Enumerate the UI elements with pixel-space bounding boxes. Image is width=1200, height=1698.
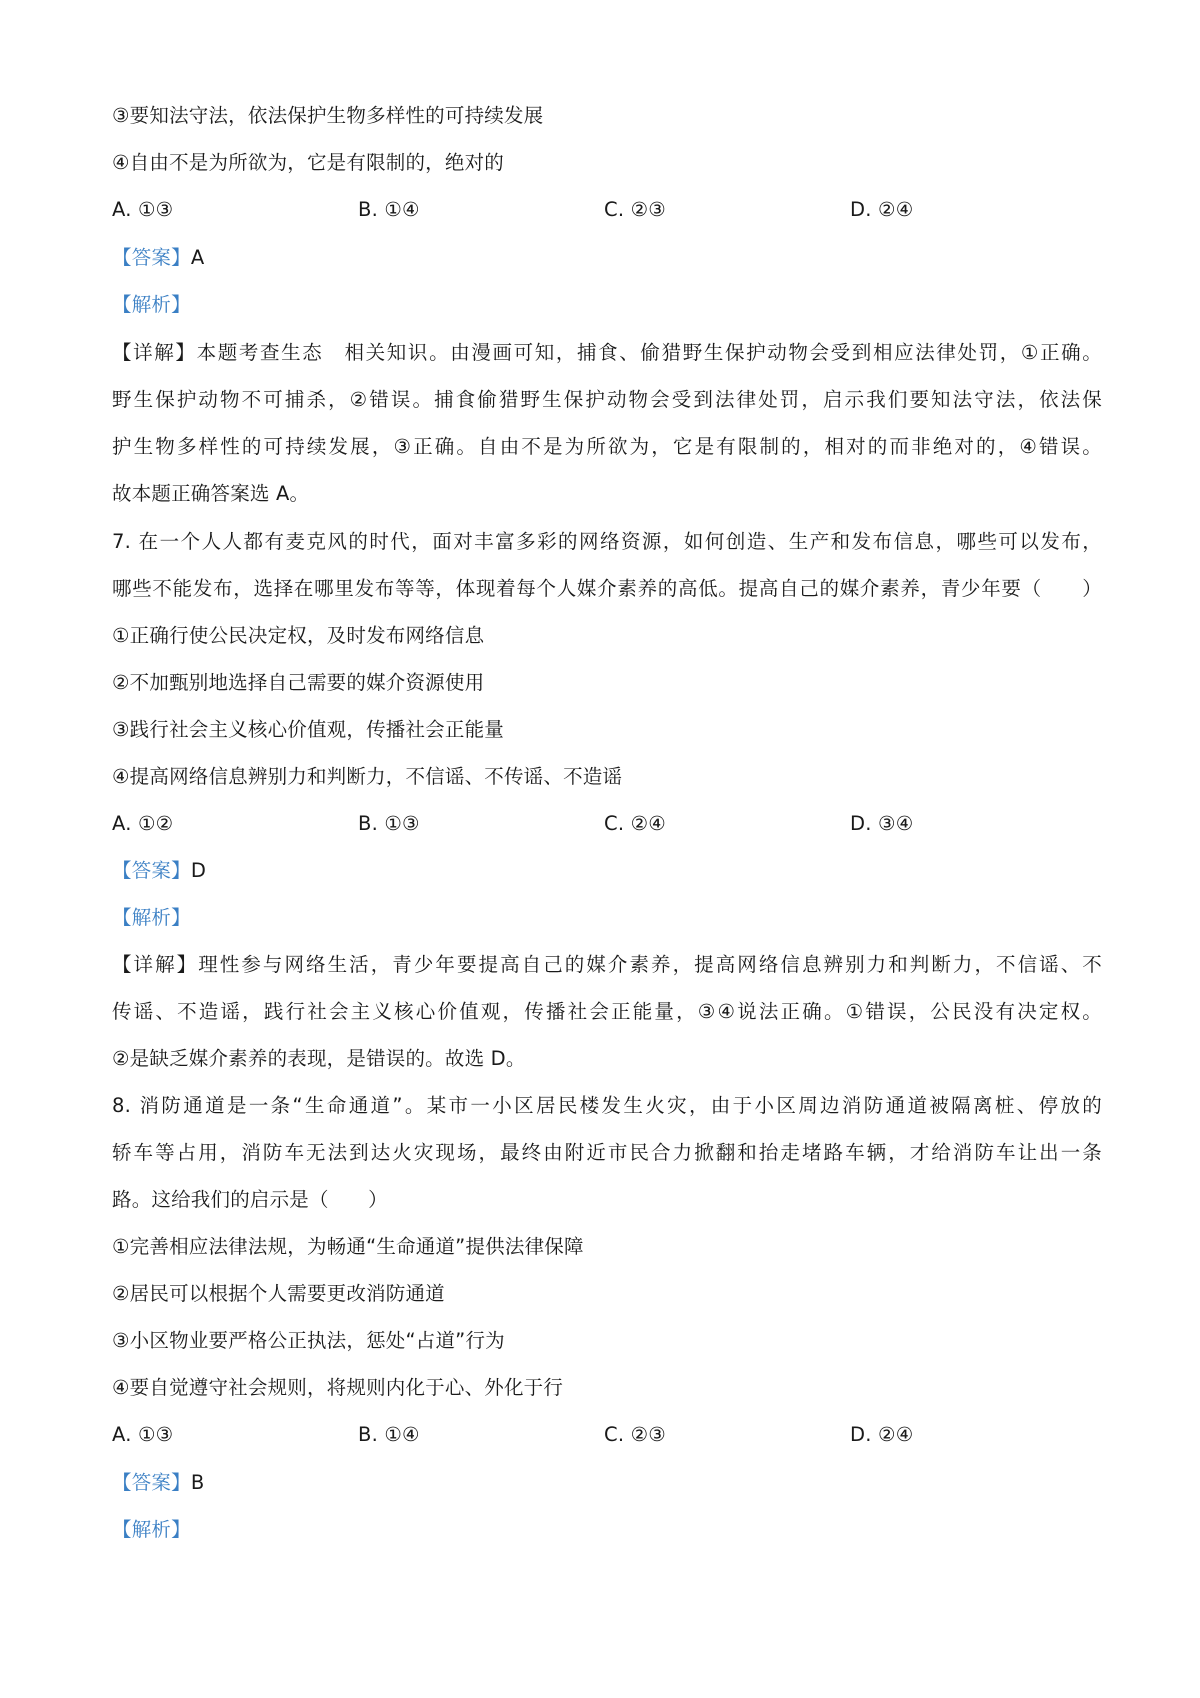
q6-detail-line-3: 护生物多样性的可持续发展，③正确。自由不是为所欲为，它是有限制的，相对的而非绝对的，④错误。 [112,435,1102,458]
analysis-tag: 【解析】 [112,293,191,316]
q6-detail-line-2: 野生保护动物不可捕杀，②错误。捕食偷猎野生保护动物会受到法律处罚，启示我们要知法守法，依法保 [112,388,1102,411]
q8-statement-4: ④要自觉遵守社会规则，将规则内化于心、外化于行 [112,1376,564,1399]
q6-option-b: B. ①④ [358,198,420,221]
q6-option-d: D. ②④ [850,198,914,221]
answer-tag: 【答案】 [112,246,191,269]
detail-tag: 【详解】 [112,953,199,976]
q8-option-a: A. ①③ [112,1423,174,1446]
q8-option-c: C. ②③ [604,1423,666,1446]
detail-tag: 【详解】 [112,341,197,364]
q6-detail-line-1: 【详解】本题考查生态 相关知识。由漫画可知，捕食、偷猎野生保护动物会受到相应法律处罚，①正确。 [112,341,1102,364]
answer-tag: 【答案】 [112,1471,191,1494]
q8-stem-line-2: 轿车等占用，消防车无法到达火灾现场，最终由附近市民合力掀翻和抬走堵路车辆，才给消防车让出一条 [112,1141,1102,1164]
q7-detail-line-1: 【详解】理性参与网络生活，青少年要提高自己的媒介素养，提高网络信息辨别力和判断力，不信谣、不 [112,953,1102,976]
analysis-tag: 【解析】 [112,906,191,929]
q6-analysis [112,293,191,317]
q8-statement-1: ①完善相应法律法规，为畅通“生命通道”提供法律保障 [112,1235,584,1258]
q6-detail-line-4: 故本题正确答案选 A。 [112,482,310,505]
answer-value: B [190,1471,205,1494]
q7-option-b: B. ①③ [358,812,420,835]
q8-answer [112,1471,204,1495]
q7-statement-2: ②不加甄别地选择自己需要的媒介资源使用 [112,671,485,694]
q6-options [112,198,1112,222]
q8-stem-line-1: 8. 消防通道是一条“生命通道”。某市一小区居民楼发生火灾，由于小区周边消防通道被隔离桩、停放的 [112,1094,1102,1117]
analysis-tag: 【解析】 [112,1518,191,1541]
q6-answer [112,246,204,270]
q6-option-a: A. ①③ [112,198,174,221]
q8-option-d: D. ②④ [850,1423,914,1446]
answer-tag: 【答案】 [112,859,191,882]
q8-statement-2: ②居民可以根据个人需要更改消防通道 [112,1282,445,1305]
q7-statement-1: ①正确行使公民决定权，及时发布网络信息 [112,624,485,647]
q7-option-d: D. ③④ [850,812,914,835]
q8-stem-line-3: 路。这给我们的启示是（ ） [112,1188,388,1211]
q7-stem-line-1: 7. 在一个人人都有麦克风的时代，面对丰富多彩的网络资源，如何创造、生产和发布信息，哪些可以发布， [112,530,1102,553]
q7-detail-line-3: ②是缺乏媒介素养的表现，是错误的。故选 D。 [112,1047,526,1070]
q7-option-a: A. ①② [112,812,174,835]
q7-options [112,812,1112,836]
q8-option-b: B. ①④ [358,1423,420,1446]
q6-option-c: C. ②③ [604,198,666,221]
q7-stem-line-2: 哪些不能发布，选择在哪里发布等等，体现着每个人媒介素养的高低。提高自己的媒介素养，青少年要（ ） [112,577,1102,600]
q6-statement-3: ③要知法守法，依法保护生物多样性的可持续发展 [112,104,544,127]
q7-detail-line-2: 传谣、不造谣，践行社会主义核心价值观，传播社会正能量，③④说法正确。①错误，公民没有决定权。 [112,1000,1102,1023]
q8-statement-3: ③小区物业要严格公正执法，惩处“占道”行为 [112,1329,505,1352]
q7-statement-4: ④提高网络信息辨别力和判断力，不信谣、不传谣、不造谣 [112,765,623,788]
answer-value: D [190,859,207,882]
q8-options [112,1423,1112,1447]
q8-analysis [112,1518,191,1542]
q7-answer [112,859,206,883]
answer-value: A [190,246,205,269]
q6-statement-4: ④自由不是为所欲为，它是有限制的，绝对的 [112,151,504,174]
q7-option-c: C. ②④ [604,812,666,835]
q7-analysis [112,906,191,930]
q7-statement-3: ③践行社会主义核心价值观，传播社会正能量 [112,718,504,741]
